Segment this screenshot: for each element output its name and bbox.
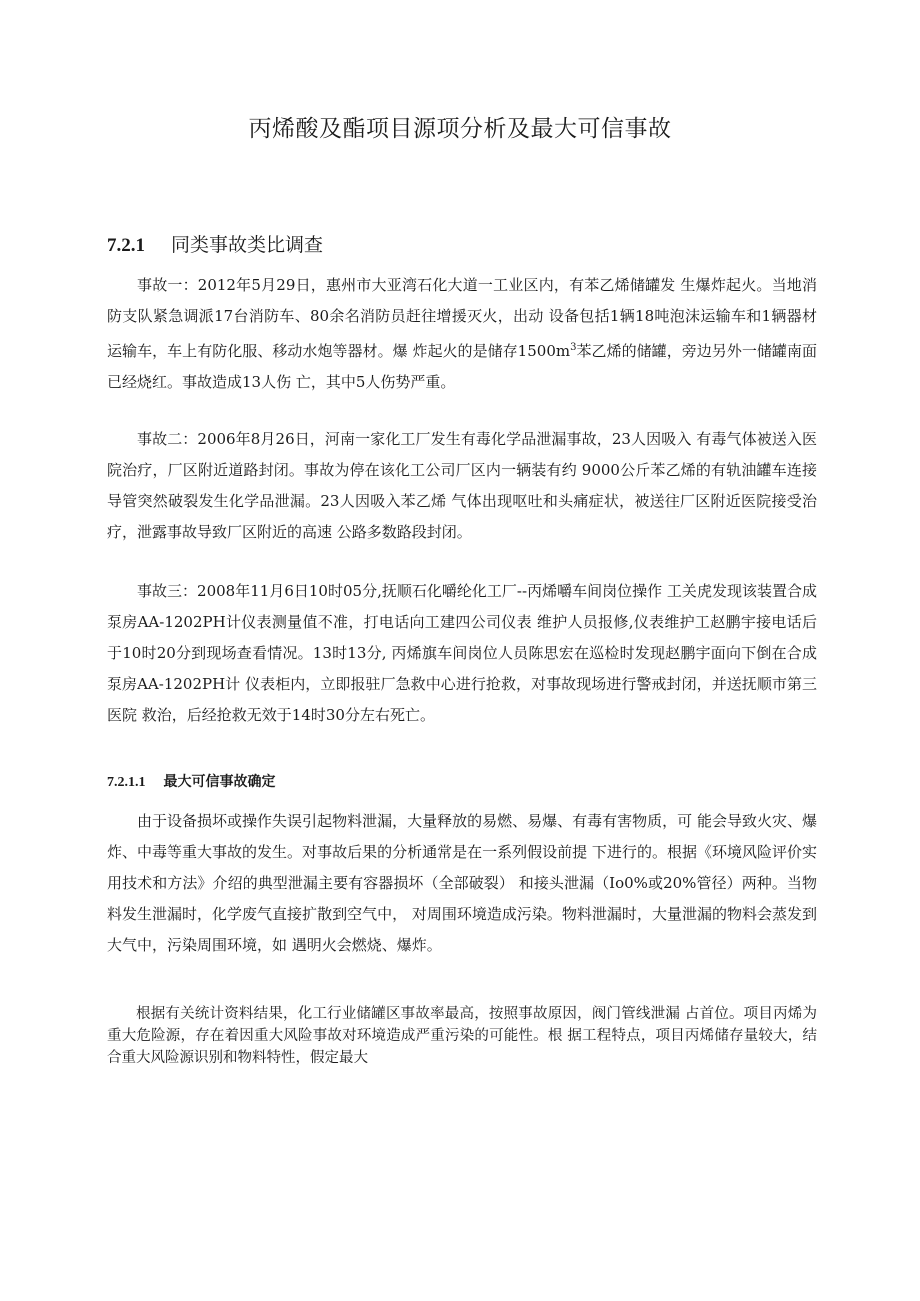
- accident-two-paragraph: 事故二：2006年8月26日，河南一家化工厂发生有毒化学品泄漏事故，23人因吸入 有毒气体被送入医院治疗，厂区附近道路封闭。事故为停在该化工公司厂区内一辆装有约 9000公斤苯乙烯的有轨油罐车连接导管突然破裂发生化学品泄漏。23人因吸入苯乙烯 气体出现呕吐和头痛症状，被送往厂区附近医院接受治疗，泄露事故导致厂区附近的高速 公路多数路段封闭。: [107, 430, 817, 541]
- accident-one-text-b: 苯乙烯的储罐，旁边另外一储罐南面已经烧红。事故造成13人伤 亡，其中5人伤势严重。: [107, 342, 817, 391]
- accident-one-superscript: 3: [570, 342, 577, 353]
- document-title: 丙烯酸及酯项目源项分析及最大可信事故: [248, 116, 672, 142]
- subsection-number: 7.2.1.1: [107, 775, 146, 790]
- section-title: 同类事故类比调查: [171, 234, 324, 256]
- statistics-paragraph: 根据有关统计资料结果，化工行业储罐区事故率最高，按照事故原因，阀门管线泄漏 占首位。项目丙烯为重大危险源，存在着因重大风险事故对环境造成严重污染的可能性。根 据工程特点，项目丙烯储存量较大，结合重大风险源识别和物料特性，假定最大: [107, 1006, 817, 1066]
- subsection-title: 最大可信事故确定: [163, 774, 276, 790]
- accident-three-paragraph: 事故三：2008年11月6日10时05分,抚顺石化嚼纶化工厂--丙烯嚼车间岗位操作 工关虎发现该装置合成泵房AA-1202PH计仪表测量值不准，打电话向工建四公司仪表 维护人员报修,仪表维护工赵鹏宇接电话后于10时20分到现场查看情况。13时13分, 丙烯旗车间岗位人员陈思宏在巡检时发现赵鹏宇面向下倒在合成泵房AA-1202PH计 仪表柜内，立即报驻厂急救中心进行抢救，对事故现场进行警戒封闭，并送抚顺市第三医院 救治，后经抢救无效于14时30分左右死亡。: [107, 582, 817, 724]
- accident-one-paragraph: [107, 270, 817, 398]
- cause-analysis-paragraph: 由于设备损坏或操作失误引起物料泄漏，大量释放的易燃、易爆、有毒有害物质，可 能会导致火灾、爆炸、中毒等重大事故的发生。对事故后果的分析通常是在一系列假设前提 下进行的。根据《环境风险评价实用技术和方法》介绍的典型泄漏主要有容器损坏（全部破裂） 和接头泄漏（Io0%或20%管径）两种。当物料发生泄漏时，化学废气直接扩散到空气中， 对周围环境造成污染。物料泄漏时，大量泄漏的物料会蒸发到大气中，污染周围环境，如 遇明火会燃烧、爆炸。: [107, 812, 817, 954]
- accident-one-text-a: 事故一：2012年5月29日，惠州市大亚湾石化大道一工业区内，有苯乙烯储罐发 生爆炸起火。当地消防支队紧急调派17台消防车、80余名消防员赶往增援灭火，出动 设备包括1辆18吨泡沫运输车和1辆器材运输车，车上有防化服、移动水炮等器材。爆 炸起火的是储存1500m: [107, 276, 817, 360]
- section-heading: [107, 230, 323, 257]
- section-number: 7.2.1: [107, 235, 145, 256]
- subsection-heading: [107, 771, 276, 791]
